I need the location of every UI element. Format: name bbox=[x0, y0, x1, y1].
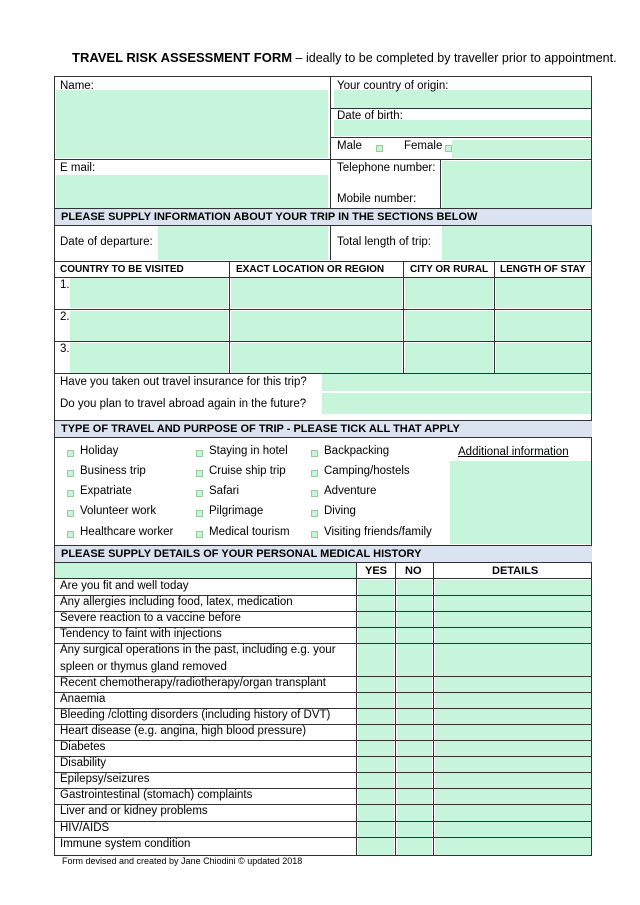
female-label: Female bbox=[404, 140, 443, 152]
col-stay: LENGTH OF STAY bbox=[500, 264, 586, 275]
divider bbox=[55, 225, 592, 226]
option-checkbox[interactable] bbox=[67, 510, 74, 517]
male-label: Male bbox=[337, 140, 362, 152]
option-label: Business trip bbox=[80, 465, 146, 477]
col-no: NO bbox=[405, 565, 422, 577]
option-label: Volunteer work bbox=[80, 505, 157, 517]
medical-question: Anaemia bbox=[60, 692, 106, 705]
option-checkbox[interactable] bbox=[67, 470, 74, 477]
option-label: Cruise ship trip bbox=[209, 465, 286, 477]
medical-row bbox=[54, 579, 592, 595]
telephone-label: Telephone number: bbox=[337, 162, 436, 174]
medical-row bbox=[54, 837, 592, 853]
medical-row bbox=[54, 821, 592, 837]
trip-length-label: Total length of trip: bbox=[337, 236, 431, 248]
trip-row-2: 2. bbox=[60, 311, 70, 323]
option-checkbox[interactable] bbox=[67, 490, 74, 497]
option-label: Diving bbox=[324, 505, 356, 517]
additional-info-label: Additional information bbox=[458, 446, 569, 458]
option-checkbox[interactable] bbox=[196, 490, 203, 497]
medical-row bbox=[54, 595, 592, 611]
option-label: Medical tourism bbox=[209, 526, 290, 538]
country-origin-label: Your country of origin: bbox=[337, 80, 449, 92]
col-yes: YES bbox=[365, 565, 388, 577]
col-details: DETAILS bbox=[492, 565, 539, 577]
medical-row bbox=[54, 660, 592, 676]
option-label: Holiday bbox=[80, 445, 119, 457]
option-checkbox[interactable] bbox=[67, 531, 74, 538]
option-checkbox[interactable] bbox=[67, 450, 74, 457]
option-checkbox[interactable] bbox=[196, 450, 203, 457]
mobile-label: Mobile number: bbox=[337, 193, 417, 205]
option-checkbox[interactable] bbox=[196, 510, 203, 517]
name-label: Name: bbox=[60, 80, 94, 92]
divider bbox=[331, 108, 592, 109]
medical-row bbox=[54, 756, 592, 772]
medical-row bbox=[54, 804, 592, 820]
option-label: Visiting friends/family bbox=[324, 526, 432, 538]
medical-row bbox=[54, 788, 592, 804]
option-label: Expatriate bbox=[80, 485, 132, 497]
option-label: Adventure bbox=[324, 485, 377, 497]
divider bbox=[55, 159, 592, 160]
divider bbox=[55, 261, 592, 262]
col-country: COUNTRY TO BE VISITED bbox=[60, 264, 184, 275]
email-label: E mail: bbox=[60, 162, 96, 174]
divider bbox=[55, 437, 592, 438]
departure-label: Date of departure: bbox=[60, 236, 153, 248]
medical-question: Tendency to faint with injections bbox=[60, 628, 222, 641]
medical-question: Diabetes bbox=[60, 741, 106, 753]
medical-row bbox=[54, 676, 592, 692]
col-location: EXACT LOCATION OR REGION bbox=[236, 264, 385, 275]
medical-question: Severe reaction to a vaccine before bbox=[60, 612, 241, 625]
divider bbox=[330, 77, 331, 260]
medical-row bbox=[54, 692, 592, 708]
option-checkbox[interactable] bbox=[311, 450, 318, 457]
medical-question: HIV/AIDS bbox=[60, 821, 110, 834]
medical-question: Disability bbox=[60, 757, 107, 770]
medical-question: Epilepsy/seizures bbox=[60, 773, 150, 786]
divider bbox=[55, 562, 592, 563]
divider bbox=[55, 277, 592, 278]
medical-row bbox=[54, 708, 592, 724]
dob-label: Date of birth: bbox=[337, 110, 403, 122]
male-checkbox[interactable] bbox=[376, 145, 383, 152]
medical-section-header: PLEASE SUPPLY DETAILS OF YOUR PERSONAL MEDICAL HISTORY bbox=[55, 546, 592, 562]
medical-question: Heart disease (e.g. angina, high blood pressure) bbox=[60, 724, 307, 737]
medical-row bbox=[54, 772, 592, 788]
medical-row bbox=[54, 740, 592, 756]
medical-question: Immune system condition bbox=[60, 837, 191, 850]
trip-row-3: 3. bbox=[60, 343, 70, 355]
medical-row bbox=[54, 724, 592, 740]
medical-question: Any surgical operations in the past, including e.g. your bbox=[60, 644, 336, 657]
option-checkbox[interactable] bbox=[311, 470, 318, 477]
divider bbox=[331, 137, 592, 138]
option-label: Camping/hostels bbox=[324, 465, 410, 477]
medical-question: Bleeding /clotting disorders (including history of DVT) bbox=[60, 708, 331, 721]
medical-question: Are you fit and well today bbox=[60, 580, 189, 592]
divider bbox=[55, 373, 592, 374]
page-title: TRAVEL RISK ASSESSMENT FORM – ideally to be completed by traveller prior to appointment. bbox=[72, 50, 617, 65]
divider bbox=[55, 309, 592, 310]
medical-question: Liver and or kidney problems bbox=[60, 805, 208, 818]
medical-row bbox=[54, 611, 592, 627]
travel-type-header: TYPE OF TRAVEL AND PURPOSE OF TRIP - PLEASE TICK ALL THAT APPLY bbox=[55, 421, 592, 437]
divider bbox=[55, 341, 592, 342]
medical-question: Recent chemotherapy/radiotherapy/organ transplant bbox=[60, 676, 326, 689]
medical-question: spleen or thymus gland removed bbox=[60, 660, 227, 673]
medical-row bbox=[54, 643, 592, 659]
medical-row bbox=[54, 627, 592, 643]
option-checkbox[interactable] bbox=[311, 510, 318, 517]
option-label: Safari bbox=[209, 485, 240, 497]
option-label: Pilgrimage bbox=[209, 505, 264, 517]
option-checkbox[interactable] bbox=[196, 470, 203, 477]
medical-question: Gastrointestinal (stomach) complaints bbox=[60, 789, 253, 802]
insurance-question: Have you taken out travel insurance for this trip? bbox=[60, 376, 307, 388]
col-city: CITY OR RURAL bbox=[410, 264, 489, 275]
option-label: Staying in hotel bbox=[209, 445, 288, 457]
female-checkbox[interactable] bbox=[445, 145, 452, 152]
option-checkbox[interactable] bbox=[196, 531, 203, 538]
abroad-question: Do you plan to travel abroad again in the future? bbox=[60, 398, 307, 410]
trip-section-header: PLEASE SUPPLY INFORMATION ABOUT YOUR TRIP IN THE SECTIONS BELOW bbox=[55, 209, 592, 225]
option-checkbox[interactable] bbox=[311, 490, 318, 497]
divider bbox=[440, 160, 441, 208]
option-checkbox[interactable] bbox=[311, 531, 318, 538]
option-label: Healthcare worker bbox=[80, 526, 174, 538]
footer-credit: Form devised and created by Jane Chiodini © updated 2018 bbox=[62, 856, 303, 866]
trip-row-1: 1. bbox=[60, 279, 70, 291]
medical-question: Any allergies including food, latex, medication bbox=[60, 596, 293, 609]
option-label: Backpacking bbox=[324, 445, 390, 457]
